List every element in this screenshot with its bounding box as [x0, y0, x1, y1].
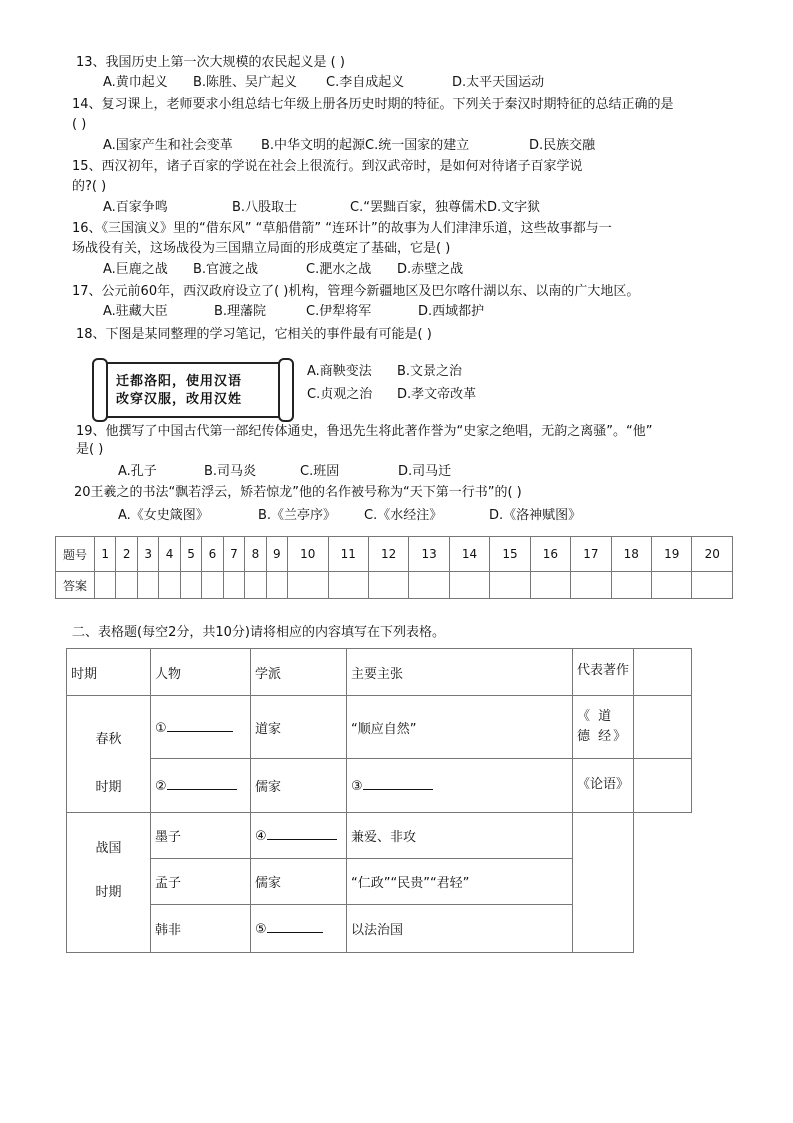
q15-option-b: B.八股取士	[232, 200, 298, 215]
q16-option-b: B.官渡之战	[193, 262, 259, 277]
answer-cell[interactable]	[571, 572, 611, 599]
q20-option-a: A.《女史箴图》	[118, 508, 209, 523]
q20-option-d: D.《洛神赋图》	[489, 508, 582, 523]
q14-option-d: D.民族交融	[529, 138, 596, 153]
answer-cell[interactable]	[611, 572, 651, 599]
period-label: 时期	[95, 780, 122, 795]
answer-cell[interactable]	[223, 572, 244, 599]
q18-option-c: C.贞观之治	[307, 387, 373, 402]
period-label: 春秋	[95, 732, 122, 747]
school-cell: 道家	[251, 696, 347, 759]
answer-cell[interactable]	[449, 572, 489, 599]
q19-option-b: B.司马炎	[204, 464, 257, 479]
blank-line[interactable]	[167, 777, 237, 790]
q20-option-b: B.《兰亭序》	[258, 508, 337, 523]
q14-stem-cont: ( )	[72, 117, 87, 132]
idea-cell: 兼爱、非攻	[347, 813, 573, 859]
blank-line[interactable]	[267, 827, 337, 840]
header-works: 代表著作	[573, 649, 634, 696]
q19-stem-cont: 是( )	[76, 442, 104, 457]
header-school: 学派	[251, 649, 347, 696]
q13-stem: 13、我国历史上第一次大规模的农民起义是 ( )	[76, 55, 345, 70]
blank-3-cell[interactable]	[347, 759, 573, 813]
table-row	[67, 813, 692, 859]
q20-stem: 20王羲之的书法“飘若浮云，矫若惊龙”他的名作被号称为“天下第一行书”的( )	[74, 485, 522, 500]
grid-number: 11	[328, 537, 368, 572]
header-idea: 主要主张	[347, 649, 573, 696]
answer-cell[interactable]	[652, 572, 692, 599]
grid-number: 7	[223, 537, 244, 572]
idea-cell: “仁政”“民贵”“君轻”	[347, 859, 573, 905]
q20-option-c: C.《水经注》	[364, 508, 443, 523]
header-period: 时期	[67, 649, 151, 696]
scroll-roll-left	[92, 358, 108, 422]
q18-option-a: A.商鞅变法	[307, 364, 372, 379]
q13-option-d: D.太平天国运动	[452, 75, 545, 90]
q17-option-d: D.西域都护	[418, 304, 485, 319]
answer-cell[interactable]	[368, 572, 408, 599]
blank-marker: ②	[155, 779, 167, 795]
answer-cell[interactable]	[245, 572, 266, 599]
q16-stem-cont: 场战役有关，这场战役为三国鼎立局面的形成奠定了基础，它是( )	[72, 241, 451, 256]
q17-option-a: A.驻藏大臣	[103, 304, 168, 319]
q16-option-d: D.赤壁之战	[397, 262, 464, 277]
q18-option-b: B.文景之治	[397, 364, 463, 379]
period-label: 战国	[95, 841, 122, 856]
q17-stem: 17、公元前60年，西汉政府设立了( )机构，管理今新疆地区及巴尔喀什湖以东、以南的广大地区。	[72, 284, 640, 299]
grid-label-number: 题号	[56, 537, 95, 572]
scroll-roll-right	[278, 358, 294, 422]
period-spring-autumn	[67, 696, 151, 813]
grid-number: 17	[571, 537, 611, 572]
note-line-1: 迁都洛阳，使用汉语	[116, 374, 243, 389]
answer-cell[interactable]	[530, 572, 570, 599]
empty-cell	[634, 696, 692, 759]
q17-option-b: B.理藩院	[214, 304, 267, 319]
grid-number: 4	[159, 537, 180, 572]
grid-number: 20	[692, 537, 733, 572]
grid-number: 5	[180, 537, 201, 572]
table-header-row	[67, 649, 692, 696]
study-note-scroll	[90, 358, 295, 420]
answer-cell[interactable]	[116, 572, 137, 599]
empty-cell	[573, 813, 634, 953]
q15-option-a: A.百家争鸣	[103, 200, 168, 215]
q18-option-d: D.孝文帝改革	[397, 387, 477, 402]
q17-option-c: C.伊犁将军	[306, 304, 372, 319]
grid-number: 12	[368, 537, 408, 572]
answer-cell[interactable]	[692, 572, 733, 599]
works-cell: 《 道 德 经》	[573, 696, 634, 759]
q16-option-c: C.淝水之战	[306, 262, 372, 277]
q16-option-a: A.巨鹿之战	[103, 262, 168, 277]
blank-marker: ①	[155, 720, 167, 736]
answer-grid-answer-row	[56, 572, 733, 599]
q19-stem: 19、他撰写了中国古代第一部纪传体通史，鲁迅先生将此著作誉为“史家之绝唱，无韵之离骚”。“他”	[76, 424, 653, 439]
answer-cell[interactable]	[202, 572, 223, 599]
grid-number: 18	[611, 537, 651, 572]
answer-cell[interactable]	[288, 572, 328, 599]
answer-cell[interactable]	[409, 572, 449, 599]
school-cell: 儒家	[251, 759, 347, 813]
answer-cell[interactable]	[180, 572, 201, 599]
section2-title: 二、表格题(每空2分，共10分)请将相应的内容填写在下列表格。	[72, 625, 445, 640]
person-cell: 孟子	[151, 859, 251, 905]
q16-stem: 16、《三国演义》里的“借东风” “草船借箭” “连环计”的故事为人们津津乐道，这些故事都与一	[72, 221, 612, 236]
grid-number: 1	[95, 537, 116, 572]
person-cell: 墨子	[151, 813, 251, 859]
blank-5-cell[interactable]	[251, 905, 347, 953]
blank-2-cell[interactable]	[151, 759, 251, 813]
grid-number: 2	[116, 537, 137, 572]
blank-1-cell[interactable]	[151, 696, 251, 759]
q19-option-a: A.孔子	[118, 464, 157, 479]
grid-number: 14	[449, 537, 489, 572]
q13-option-c: C.李自成起义	[326, 75, 405, 90]
q15-stem: 15、西汉初年，诸子百家的学说在社会上很流行。到汉武帝时，是如何对待诸子百家学说	[72, 159, 583, 174]
school-cell: 儒家	[251, 859, 347, 905]
q14-stem: 14、复习课上，老师要求小组总结七年级上册各历史时期的特征。下列关于秦汉时期特征的总结正确的是	[72, 97, 674, 112]
q14-option-a: A.国家产生和社会变革	[103, 138, 233, 153]
grid-number: 13	[409, 537, 449, 572]
grid-number: 15	[490, 537, 530, 572]
grid-number: 9	[266, 537, 287, 572]
grid-number: 16	[530, 537, 570, 572]
answer-cell[interactable]	[490, 572, 530, 599]
header-person: 人物	[151, 649, 251, 696]
answer-grid-number-row	[56, 537, 733, 572]
answer-cell[interactable]	[266, 572, 287, 599]
note-line-2: 改穿汉服，改用汉姓	[116, 392, 243, 407]
grid-number: 8	[245, 537, 266, 572]
blank-marker: ④	[255, 829, 267, 844]
answer-cell[interactable]	[95, 572, 116, 599]
q13-option-a: A.黄巾起义	[103, 75, 168, 90]
idea-cell: 以法治国	[347, 905, 573, 953]
answer-cell[interactable]	[137, 572, 158, 599]
q19-option-d: D.司马迁	[398, 464, 452, 479]
grid-number: 3	[137, 537, 158, 572]
q13-option-b: B.陈胜、吴广起义	[193, 75, 298, 90]
q19-option-c: C.班固	[300, 464, 340, 479]
blank-line[interactable]	[267, 920, 323, 933]
outside-area	[634, 813, 692, 953]
answer-cell[interactable]	[328, 572, 368, 599]
table-row	[67, 696, 692, 759]
grid-number: 10	[288, 537, 328, 572]
q15-option-cd: C.“罢黜百家，独尊儒术D.文字狱	[350, 200, 541, 215]
blank-line[interactable]	[363, 777, 433, 790]
period-warring-states	[67, 813, 151, 953]
q18-stem: 18、下图是某同整理的学习笔记，它相关的事件最有可能是( )	[76, 327, 432, 342]
blank-line[interactable]	[167, 719, 233, 732]
q15-stem-cont: 的?( )	[72, 179, 107, 194]
table-row	[67, 759, 692, 813]
answer-grid	[55, 536, 733, 599]
person-cell: 韩非	[151, 905, 251, 953]
empty-cell	[634, 759, 692, 813]
grid-number: 19	[652, 537, 692, 572]
schools-table	[66, 648, 692, 953]
answer-cell[interactable]	[159, 572, 180, 599]
idea-cell: “顺应自然”	[347, 696, 573, 759]
period-label: 时期	[95, 885, 122, 900]
blank-marker: ⑤	[255, 922, 267, 937]
blank-marker: ③	[351, 779, 363, 795]
header-blank	[634, 649, 692, 696]
q14-option-bc: B.中华文明的起源C.统一国家的建立	[261, 138, 470, 153]
grid-label-answer: 答案	[56, 572, 95, 599]
works-cell: 《论语》	[573, 759, 634, 813]
blank-4-cell[interactable]	[251, 813, 347, 859]
grid-number: 6	[202, 537, 223, 572]
